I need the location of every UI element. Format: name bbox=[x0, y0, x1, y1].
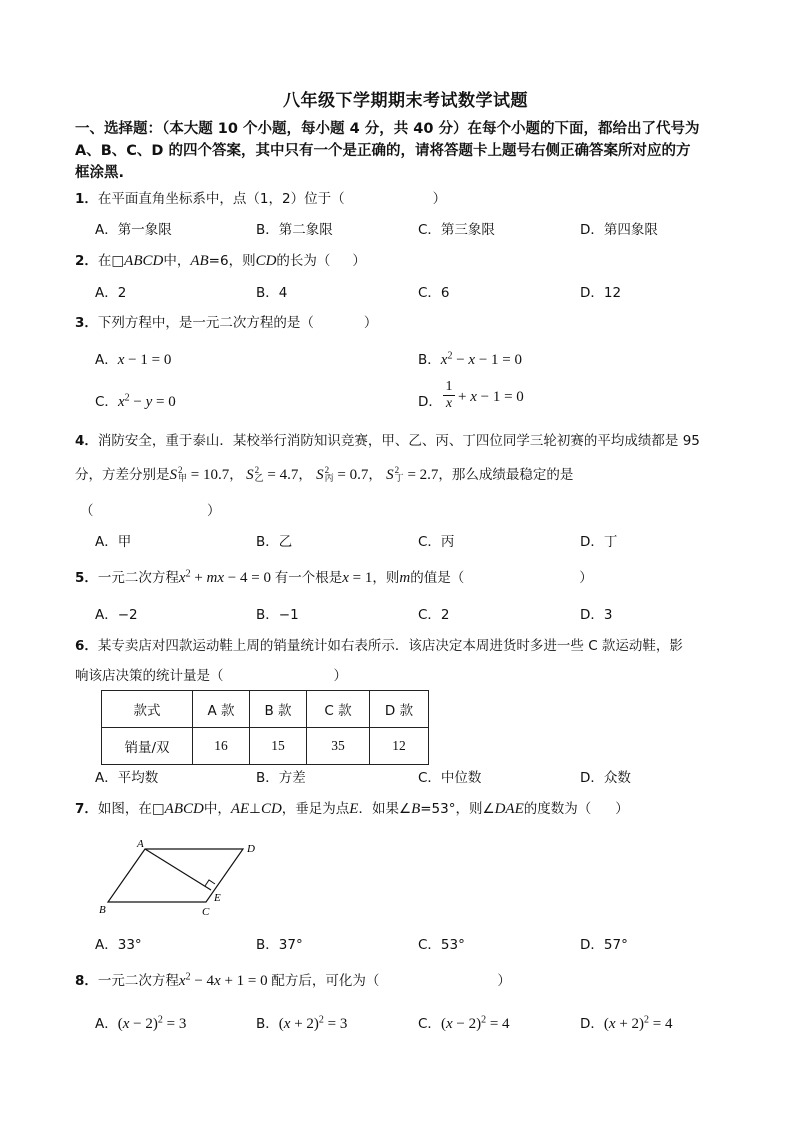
question-text: 的度数为（ bbox=[523, 801, 592, 817]
page-title: 八年级下学期期末考试数学试题 bbox=[283, 91, 528, 111]
option-d[interactable]: D．第四象限 bbox=[580, 222, 658, 238]
math-abcd: ABCD bbox=[124, 253, 164, 269]
option-a[interactable]: A．x − 1 = 0 bbox=[95, 352, 172, 368]
question-text: 有一个根是 bbox=[274, 570, 343, 586]
question-4-line1 bbox=[75, 429, 700, 449]
equation: x bbox=[117, 352, 125, 368]
variance-value: 10.7 bbox=[202, 467, 230, 483]
sales-table bbox=[101, 690, 429, 765]
option-d[interactable]: D．$(x + 2)^2 = 4$ bbox=[580, 1014, 673, 1032]
question-6-line1 bbox=[75, 634, 683, 654]
variance-value: 0.7 bbox=[349, 467, 369, 483]
question-text: 某专卖店对四款运动鞋上周的销量统计如右表所示．该店决定本周进货时多进一些 C 款运动鞋，影 bbox=[97, 638, 683, 654]
option-b[interactable]: B．4 bbox=[256, 285, 288, 301]
option-b[interactable]: B．第二象限 bbox=[256, 222, 333, 238]
table-header-cell: C 款 bbox=[307, 691, 370, 728]
subscript: 丁 bbox=[394, 474, 404, 484]
parallelogram-figure bbox=[95, 834, 275, 924]
option-c[interactable]: C．6 bbox=[418, 285, 450, 301]
right-angle-mark bbox=[205, 880, 215, 886]
question-text: =53°，则∠ bbox=[420, 801, 495, 817]
paren-close: ） bbox=[333, 668, 347, 684]
option-d[interactable]: D．3 bbox=[580, 607, 613, 623]
table-header-cell: A 款 bbox=[193, 691, 250, 728]
question-number: 8． bbox=[75, 973, 98, 989]
math-ab: AB bbox=[190, 253, 209, 269]
question-3 bbox=[75, 311, 377, 331]
option-c[interactable]: C．53° bbox=[418, 937, 465, 953]
option-a[interactable]: A．33° bbox=[95, 937, 142, 953]
question-number: 2． bbox=[75, 253, 98, 269]
option-c[interactable]: C．中位数 bbox=[418, 770, 482, 786]
option-b[interactable]: B．乙 bbox=[256, 534, 293, 550]
question-text: =6，则 bbox=[208, 253, 256, 269]
option-a[interactable]: A．平均数 bbox=[95, 770, 159, 786]
section-header-line2: A、B、C、D 的四个答案，其中只有一个是正确的，请将答题卡上题号右侧正确答案所对应的方 bbox=[75, 143, 691, 159]
option-d[interactable]: D．丁 bbox=[580, 534, 618, 550]
option-d[interactable] bbox=[418, 390, 442, 410]
equation: + x − 1 = 0 bbox=[458, 389, 524, 405]
math-e: E bbox=[349, 801, 359, 817]
label-c: C bbox=[202, 906, 210, 918]
question-text: 下列方程中，是一元二次方程的是（ bbox=[97, 315, 314, 331]
question-text: 消防安全，重于泰山．某校举行消防知识竞赛，甲、乙、丙、丁四位同学三轮初赛的平均成绩都是 95 bbox=[97, 433, 700, 449]
option-c[interactable]: C．$x^2 - y = 0$ bbox=[95, 392, 176, 410]
math-b: B bbox=[411, 801, 421, 817]
paren-open: （ bbox=[80, 503, 94, 519]
question-6-line2 bbox=[75, 664, 347, 684]
question-number: 4． bbox=[75, 433, 98, 449]
option-b[interactable]: B．$x^2 - x - 1 = 0$ bbox=[418, 350, 522, 368]
option-a[interactable]: A．$(x - 2)^2 = 3$ bbox=[95, 1014, 187, 1032]
question-text: 在□ bbox=[97, 253, 125, 269]
option-b[interactable]: B．−1 bbox=[256, 607, 299, 623]
table-header-cell: D 款 bbox=[370, 691, 429, 728]
paren-close: ） bbox=[207, 503, 221, 519]
equation: x bbox=[440, 352, 448, 368]
option-a[interactable]: A．2 bbox=[95, 285, 127, 301]
variance-value: 2.7 bbox=[419, 467, 439, 483]
paren-close: ） bbox=[352, 253, 366, 269]
paren-close: ） bbox=[363, 315, 378, 331]
option-c[interactable]: C．丙 bbox=[418, 534, 455, 550]
math-cd: CD bbox=[260, 801, 282, 817]
subscript: 丙 bbox=[324, 474, 334, 484]
option-b[interactable]: B．$(x + 2)^2 = 3$ bbox=[256, 1014, 348, 1032]
subscript: 乙 bbox=[254, 474, 264, 484]
option-c[interactable]: C．$(x - 2)^2 = 4$ bbox=[418, 1014, 510, 1032]
math-abcd: ABCD bbox=[164, 801, 204, 817]
option-label: B． bbox=[256, 1016, 279, 1032]
label-e: E bbox=[214, 892, 221, 904]
question-number: 5． bbox=[75, 570, 98, 586]
question-number: 3． bbox=[75, 315, 98, 331]
question-text: 配方后，可化为（ bbox=[271, 973, 380, 989]
question-text: 中， bbox=[163, 253, 191, 269]
option-b[interactable]: B．方差 bbox=[256, 770, 306, 786]
question-7 bbox=[75, 797, 629, 818]
paren-close: ） bbox=[432, 191, 447, 207]
question-text: ，则 bbox=[372, 570, 400, 586]
label-a: A bbox=[137, 838, 144, 850]
table-cell: 35 bbox=[307, 728, 370, 765]
question-1 bbox=[75, 187, 446, 207]
option-c[interactable]: C．2 bbox=[418, 607, 450, 623]
fraction: 1 x bbox=[443, 379, 455, 412]
question-text: 响该店决策的统计量是（ bbox=[75, 668, 224, 684]
option-c[interactable]: C．第三象限 bbox=[418, 222, 495, 238]
option-b[interactable]: B．37° bbox=[256, 937, 303, 953]
label-d: D bbox=[247, 843, 255, 855]
table-header-cell: B 款 bbox=[250, 691, 307, 728]
segment-ae bbox=[145, 849, 211, 890]
question-text: 在平面直角坐标系中，点（1，2）位于（ bbox=[97, 191, 345, 207]
option-a[interactable]: A．第一象限 bbox=[95, 222, 172, 238]
label-b: B bbox=[99, 904, 106, 916]
option-label: C． bbox=[418, 1016, 441, 1032]
option-label: D． bbox=[418, 394, 442, 410]
section-header-line3: 框涂黑. bbox=[75, 165, 125, 181]
table-row-label: 销量/双 bbox=[102, 728, 193, 765]
option-label: A． bbox=[95, 352, 118, 368]
parallelogram-shape bbox=[108, 849, 243, 902]
question-text: 的值是（ bbox=[410, 570, 465, 586]
question-4-line2: 分，方差分别是S 2 甲 = 10.7， S 2 乙 = 4.7， S 2 丙 = 0.7， S 2 丁 = 2.7，那么成绩最稳定的是 bbox=[75, 465, 574, 484]
option-d[interactable]: D．12 bbox=[580, 285, 622, 301]
option-label: D． bbox=[580, 1016, 604, 1032]
table-header-row bbox=[102, 691, 429, 728]
math-dae: DAE bbox=[494, 801, 524, 817]
question-2 bbox=[75, 249, 366, 270]
paren-close: ） bbox=[579, 570, 593, 586]
option-a[interactable]: A．−2 bbox=[95, 607, 138, 623]
question-text: 中， bbox=[203, 801, 231, 817]
question-text: 一元二次方程 bbox=[97, 973, 179, 989]
equation: x bbox=[117, 394, 125, 410]
question-5: 5．一元二次方程$x^2$ + mx − 4 = 0 有一个根是x = 1，则m的值是（ ） bbox=[75, 568, 593, 586]
question-number: 1． bbox=[75, 191, 98, 207]
math-ae: AE bbox=[230, 801, 250, 817]
math-cd: CD bbox=[255, 253, 277, 269]
option-label: C． bbox=[95, 394, 118, 410]
table-cell: 12 bbox=[370, 728, 429, 765]
question-text: ，那么成绩最稳定的是 bbox=[438, 467, 574, 483]
question-number: 6． bbox=[75, 638, 98, 654]
question-text: ．如果∠ bbox=[358, 801, 412, 817]
question-text: ，垂足为点 bbox=[281, 801, 350, 817]
table-cell: 16 bbox=[193, 728, 250, 765]
section-header-line1: 一、选择题：（本大题 10 个小题，每小题 4 分，共 40 分）在每个小题的下面，都给出了代号为 bbox=[75, 121, 700, 137]
table-cell: 15 bbox=[250, 728, 307, 765]
question-text: 一元二次方程 bbox=[97, 570, 179, 586]
question-text: 分，方差分别是 bbox=[75, 467, 170, 483]
table-header-cell: 款式 bbox=[102, 691, 193, 728]
paren-close: ） bbox=[615, 801, 629, 817]
subscript: 甲 bbox=[178, 474, 188, 484]
option-label: B． bbox=[418, 352, 441, 368]
option-d[interactable]: D．众数 bbox=[580, 770, 631, 786]
question-text: 如图，在□ bbox=[97, 801, 165, 817]
option-d[interactable]: D．57° bbox=[580, 937, 628, 953]
question-8: 8．一元二次方程$x^2 - 4x + 1 = 0$ 配方后，可化为（ ） bbox=[75, 971, 511, 989]
paren-close: ） bbox=[497, 973, 511, 989]
option-label: A． bbox=[95, 1016, 118, 1032]
variance-value: 4.7 bbox=[279, 467, 299, 483]
perp-symbol: ⊥ bbox=[249, 801, 261, 817]
table-row bbox=[102, 728, 429, 765]
option-a[interactable]: A．甲 bbox=[95, 534, 132, 550]
question-number: 7． bbox=[75, 801, 98, 817]
question-text: 的长为（ bbox=[276, 253, 331, 269]
